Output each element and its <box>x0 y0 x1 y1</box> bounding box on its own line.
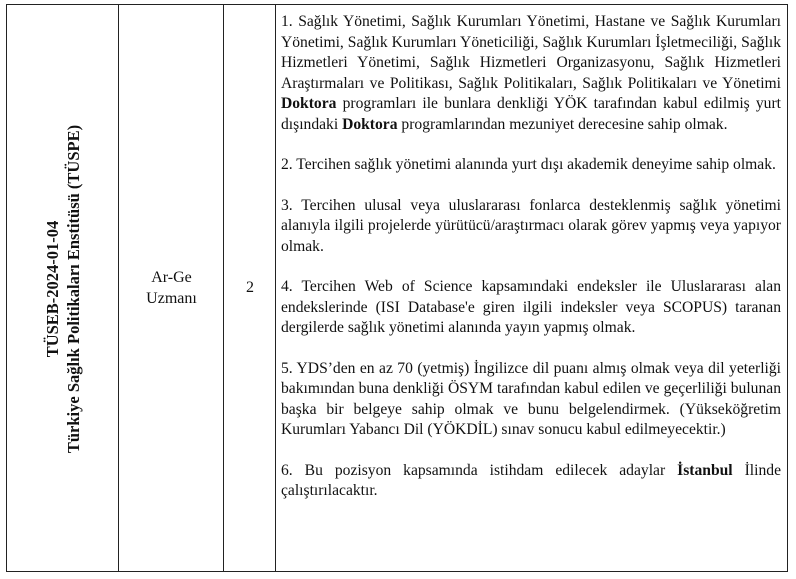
requirement-2: 2. Tercihen sağlık yönetimi alanında yurt dışı akademik deneyime sahip olmak. <box>281 156 776 173</box>
position-title-line2: Uzmanı <box>146 290 197 307</box>
position-title-cell <box>120 5 223 571</box>
position-count: 2 <box>246 279 254 296</box>
requirement-5: 5. YDS’den en az 70 (yetmiş) İngilizce dil puanı almış olmak veya dil yeterliği bakımından buna denkliği ÖSYM tarafından kabul edilen ve geçerliliği bulunan başka bir belgeye sahip olmak ve bunu belgelendirmek. (Yükseköğretim Kurumları Yabancı Dil (YÖKDİL) sınav sonucu kabul edilmeyecektir.) <box>281 359 781 438</box>
position-title <box>146 267 197 309</box>
institute-cell <box>7 5 119 571</box>
requirement-3: 3. Tercihen ulusal veya uluslararası fonlarca desteklenmiş sağlık yönetimi alanıyla ilgili projelerde yürütücü/araştırmacı olarak görev yapmış veya yapıyor olmak. <box>281 196 781 255</box>
requirement-6: 6. Bu pozisyon kapsamında istihdam edilecek adaylar İstanbul İlinde çalıştırılacaktır. <box>281 461 781 499</box>
position-title-line1: Ar-Ge <box>151 269 192 286</box>
emphasis-istanbul: İstanbul <box>677 461 733 479</box>
institute-code: TÜSEB-2024-01-04 <box>43 220 62 358</box>
requirement-1: 1. Sağlık Yönetimi, Sağlık Kurumları Yönetimi, Hastane ve Sağlık Kurumları Yönetimi, Sağlık Kurumları Yöneticiliği, Sağlık Kurumları İşletmeciliği, Sağlık Hizmetleri Yönetimi, Sağlık Hizmetleri Organizasyonu, Sağlık Hizmetleri Araştırmaları ve Politikası, Sağlık Politikaları, Sağlık Politikaları ve Yönetimi Doktora programları ile bunlara denkliği YÖK tarafından kabul edilmiş yurt dışındaki Doktora programlarından mezuniyet derecesine sahip olmak. <box>281 13 781 133</box>
column-divider <box>275 5 276 571</box>
emphasis-doktora: Doktora <box>281 95 337 112</box>
emphasis-doktora: Doktora <box>342 115 398 133</box>
requirement-4: 4. Tercihen Web of Science kapsamındaki endeksler ile Uluslararası alan endekslerinde (ISI Database'e giren ilgili indeksler veya SCOPUS) taranan dergilerde sağlık yönetimi alanında yayın yapmış olmak. <box>281 278 781 336</box>
requirements-cell <box>281 12 781 522</box>
position-table <box>6 4 788 572</box>
institute-label <box>42 49 84 529</box>
column-divider <box>118 5 119 571</box>
position-count-cell <box>224 5 276 571</box>
institute-name: Türkiye Sağlık Politikaları Enstitüsü (TÜSPE) <box>64 124 83 454</box>
